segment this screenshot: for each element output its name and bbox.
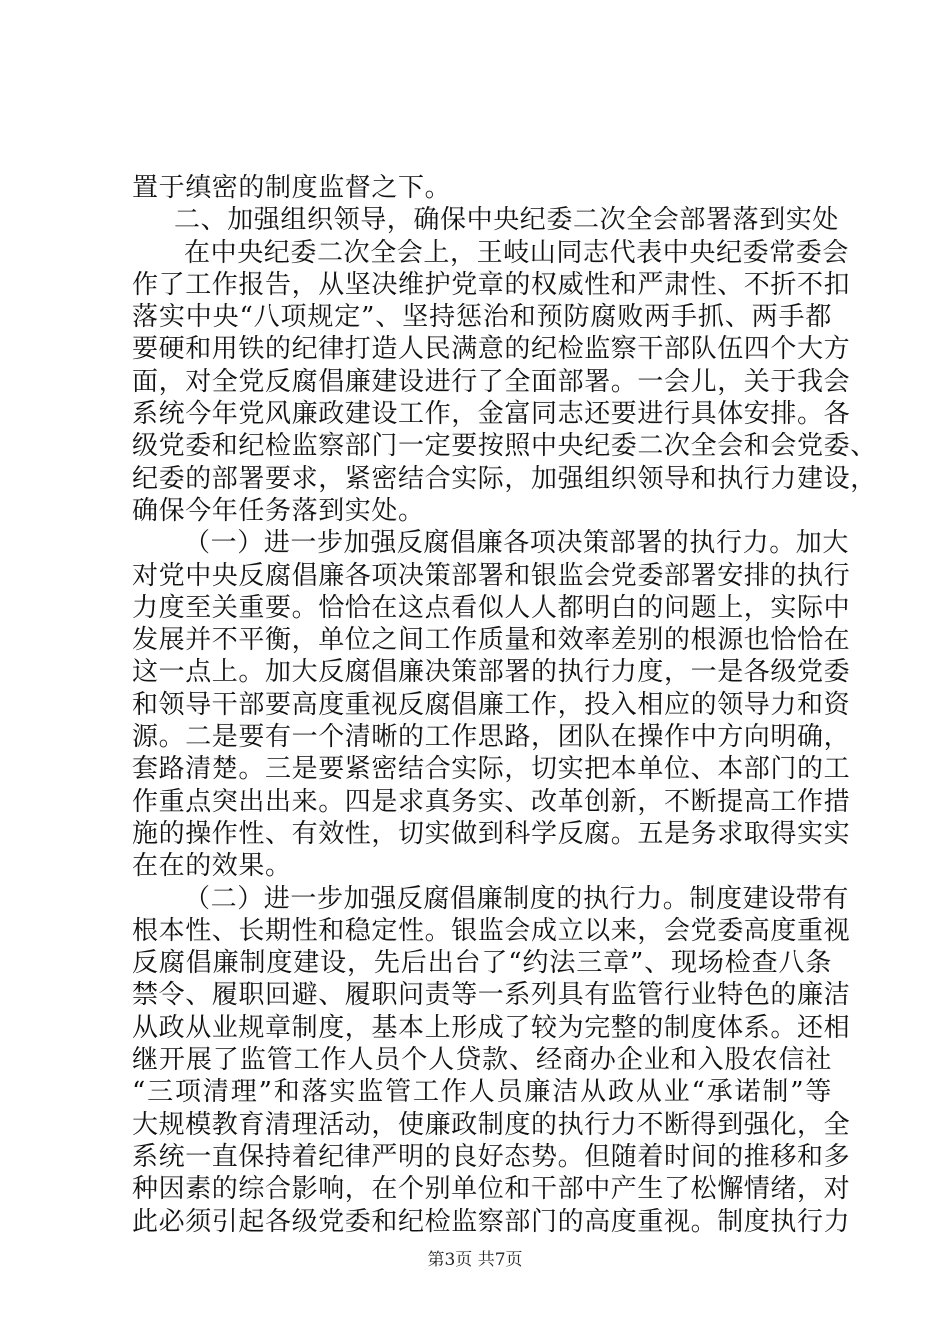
paragraph-line: 在在的效果。 [132, 851, 292, 882]
paragraph-line: 对党中央反腐倡廉各项决策部署和银监会党委部署安排的执行 [132, 560, 851, 591]
paragraph-line: 系统一直保持着纪律严明的良好态势。但随着时间的推移和多 [132, 1141, 851, 1172]
paragraph-line: 禁令、履职回避、履职问责等一系列具有监管行业特色的廉洁 [132, 980, 851, 1011]
page-footer [0, 1245, 950, 1270]
paragraph-line: 施的操作性、有效性，切实做到科学反腐。五是务求取得实实 [132, 818, 851, 849]
paragraph-line: 种因素的综合影响，在个别单位和干部中产生了松懈情绪，对 [132, 1174, 851, 1205]
paragraph-line: 大规模教育清理活动，使廉政制度的执行力不断得到强化，全 [132, 1109, 851, 1140]
paragraph-line: 要硬和用铁的纪律打造人民满意的纪检监察干部队伍四个大方 [132, 334, 851, 365]
paragraph-line: 继开展了监管工作人员个人贷款、经商办企业和入股农信社 [132, 1045, 832, 1076]
paragraph-line: 根本性、长期性和稳定性。银监会成立以来，会党委高度重视 [132, 915, 851, 946]
paragraph-line: 这一点上。加大反腐倡廉决策部署的执行力度，一是各级党委 [132, 657, 851, 688]
paragraph-line: 落实中央“八项规定”、坚持惩治和预防腐败两手抓、两手都 [132, 302, 832, 333]
paragraph-line: 在中央纪委二次全会上，王岐山同志代表中央纪委常委会 [184, 237, 850, 268]
paragraph-line: 系统今年党风廉政建设工作，金富同志还要进行具体安排。各 [132, 399, 851, 430]
document-body [132, 172, 877, 1238]
paragraph-line: 和领导干部要高度重视反腐倡廉工作，投入相应的领导力和资 [132, 689, 851, 720]
paragraph-line: “三项清理”和落实监管工作人员廉洁从政从业“承诺制”等 [132, 1077, 832, 1108]
paragraph-line: 反腐倡廉制度建设，先后出台了“约法三章”、现场检查八条 [132, 948, 832, 979]
section-heading: 二、加强组织领导，确保中央纪委二次全会部署落到实处 [174, 205, 840, 236]
subsection-heading: （二）进一步加强反腐倡廉制度的执行力。制度建设带有 [184, 883, 850, 914]
paragraph-line: 力度至关重要。恰恰在这点看似人人都明白的问题上，实际中 [132, 592, 851, 623]
paragraph-line: 套路清楚。三是要紧密结合实际，切实把本单位、本部门的工 [132, 754, 851, 785]
paragraph-line: 源。二是要有一个清晰的工作思路，团队在操作中方向明确， [132, 722, 851, 753]
paragraph-line: 作了工作报告，从坚决维护党章的权威性和严肃性、不折不扣 [132, 269, 851, 300]
paragraph-line: 纪委的部署要求，紧密结合实际，加强组织领导和执行力建设， [132, 463, 877, 494]
paragraph-line: 级党委和纪检监察部门一定要按照中央纪委二次全会和会党委、 [132, 431, 877, 462]
page-number-label: 第3页 共7页 [427, 1250, 523, 1270]
paragraph-line: 发展并不平衡，单位之间工作质量和效率差别的根源也恰恰在 [132, 625, 851, 656]
paragraph-line: 置于缜密的制度监督之下。 [132, 173, 452, 203]
paragraph-line: 面，对全党反腐倡廉建设进行了全面部署。一会儿，关于我会 [132, 366, 851, 397]
subsection-heading: （一）进一步加强反腐倡廉各项决策部署的执行力。加大 [184, 528, 850, 559]
paragraph-line: 此必须引起各级党委和纪检监察部门的高度重视。制度执行力 [132, 1206, 851, 1237]
paragraph-line: 作重点突出出来。四是求真务实、改革创新，不断提高工作措 [132, 786, 851, 817]
paragraph-line: 从政从业规章制度，基本上形成了较为完整的制度体系。还相 [132, 1012, 851, 1043]
paragraph-line: 确保今年任务落到实处。 [132, 495, 425, 526]
